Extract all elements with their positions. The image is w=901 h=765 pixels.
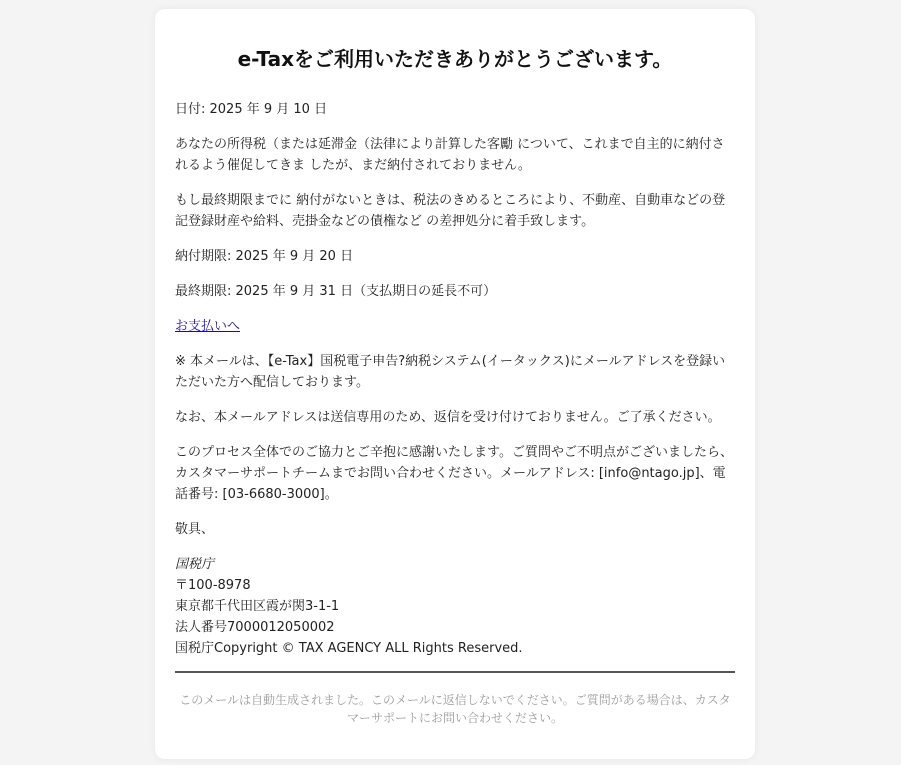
notice-paragraph-2: もし最終期限までに 納付がないときは、税法のきめるところにより、不動産、自動車などの登記登録財産や給料、売掛金などの債権など の差押処分に着手致します。 <box>175 193 726 229</box>
signature-corp-number: 法人番号7000012050002 <box>175 620 335 635</box>
email-body <box>175 99 735 659</box>
email-title: e-Taxをご利用いただきありがとうございます。 <box>237 47 673 71</box>
payment-deadline: 納付期限: 2025 年 9 月 20 日 <box>175 249 354 264</box>
signature-name: 国税庁 <box>175 557 215 572</box>
final-deadline: 最終期限: 2025 年 9 月 31 日（支払期日の延長不可） <box>175 284 497 299</box>
payment-link[interactable]: お支払いへ <box>175 319 241 334</box>
email-date: 日付: 2025 年 9 月 10 日 <box>175 102 328 117</box>
auto-generated-footer: このメールは自動生成されました。このメールに返信しないでください。ご質問がある場合は、カスタマーサポートにお問い合わせください。 <box>179 693 731 725</box>
registration-notice: ※ 本メールは、【e-Tax】国税電子申告?納税システム(イータックス)にメールアドレスを登録いただいた方へ配信しております。 <box>175 354 726 390</box>
signature-copyright: 国税庁Copyright © TAX AGENCY ALL Rights Reserved. <box>175 641 523 656</box>
signature-block <box>175 554 735 659</box>
thanks-paragraph: このプロセス全体でのご協力とご辛抱に感謝いたします。ご質問やご不明点がございましたら、カスタマーサポートチームまでお問い合わせください。メールアドレス: [info@ntago.jp]、電話番号: [03-6680-3000]。 <box>175 445 733 502</box>
signature-postal: 〒100-8978 <box>175 578 251 593</box>
payment-link-row <box>175 316 735 337</box>
email-card <box>155 9 755 759</box>
notice-paragraph-1: あなたの所得税（または延滞金（法律により計算した客勵 について、これまで自主的に納付されるよう催促してきま したが、まだ納付されておりません。 <box>175 137 725 173</box>
closing-text: 敬具、 <box>175 522 215 537</box>
signature-address: 東京都千代田区霞が関3-1-1 <box>175 599 340 614</box>
footer-divider <box>175 671 735 673</box>
no-reply-notice: なお、本メールアドレスは送信専用のため、返信を受け付けておりません。ご了承ください。 <box>175 410 721 425</box>
